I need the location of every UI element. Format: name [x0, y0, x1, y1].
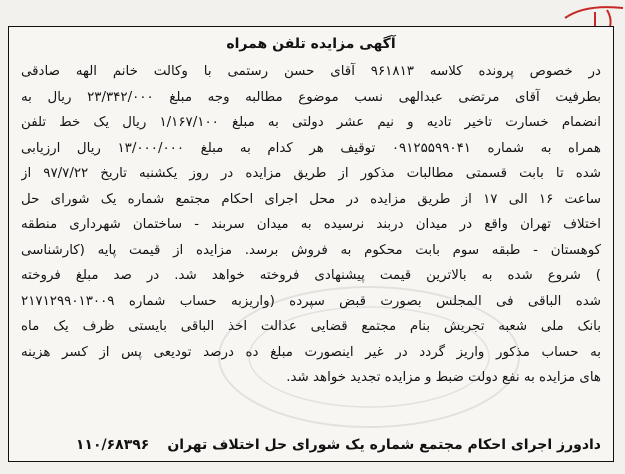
notice-line: همراه به شماره ۰۹۱۲۵۵۹۹۰۴۱ توقیف هر کدام به مبلغ ۱۳/۰۰۰/۰۰۰ ریال ارزیابی [21, 140, 601, 156]
notice-line: بانک ملی شعبه تجریش بنام مجتمع قضایی عدالت اخذ الباقی بایستی ظرف یک ماه [21, 319, 601, 334]
notice-line: کوهستان - طبقه سوم بابت محکوم به فروش برسد. مزایده از قیمت پایه (کارشناسی [21, 242, 601, 258]
notice-line: اختلاف تهران واقع در میدان دربند نرسیده به میدان سربند - ساختمان شهرداری منطقه [21, 217, 601, 232]
notice-title: آگهی مزایده تلفن همراه [226, 36, 396, 52]
notice-footer [21, 435, 601, 455]
notice-line: های مزایده به نفع دولت ضبط و مزایده تجدید خواهد شد. [286, 370, 601, 385]
notice-line: ساعت ۱۶ الی ۱۷ از طریق مزایده در محل اجرای احکام مجتمع شماره یک شورای حل [21, 191, 601, 207]
notice-body [21, 59, 601, 391]
issuer-signature: دادورز اجرای احکام مجتمع شماره یک شورای حل اختلاف تهران [167, 437, 601, 453]
notice-line: شده الباقی فی المجلس بصورت قبض سپرده (واریزبه حساب شماره ۲۱۷۱۲۹۹۰۱۳۰۰۹ [21, 293, 601, 309]
notice-code: ۱۱۰/۶۸۳۹۶ [75, 437, 150, 453]
notice-line: شده تا بابت قسمتی مطالبات مذکور از طریق مزایده در روز یکشنبه تاریخ ۹۷/۷/۲۲ از [21, 166, 601, 181]
notice-line: ) شروع شده به بالاترین قیمت پیشنهادی فروخته خواهد شد. در صد مبلغ فروخته [21, 268, 601, 283]
notice-line: در خصوص پرونده کلاسه ۹۶۱۸۱۳ آقای حسن رستمی با وکالت خانم الهه صادقی [21, 64, 601, 79]
notice-line: به حساب مذکور واریز گردد در غیر اینصورت مبلغ ده درصد تودیعی پس از کسر هزینه [21, 344, 601, 360]
notice-line: انضمام خسارت تاخیر تادیه و نیم عشر دولتی به مبلغ ۱/۱۶۷/۱۰۰ ریال یک خط تلفن [21, 115, 601, 130]
auction-notice [8, 26, 614, 462]
notice-line: بطرفیت آقای مرتضی عبدالهی نسب موضوع مطالبه وجه مبلغ ۲۳/۳۴۲/۰۰۰ ریال به [21, 89, 601, 105]
